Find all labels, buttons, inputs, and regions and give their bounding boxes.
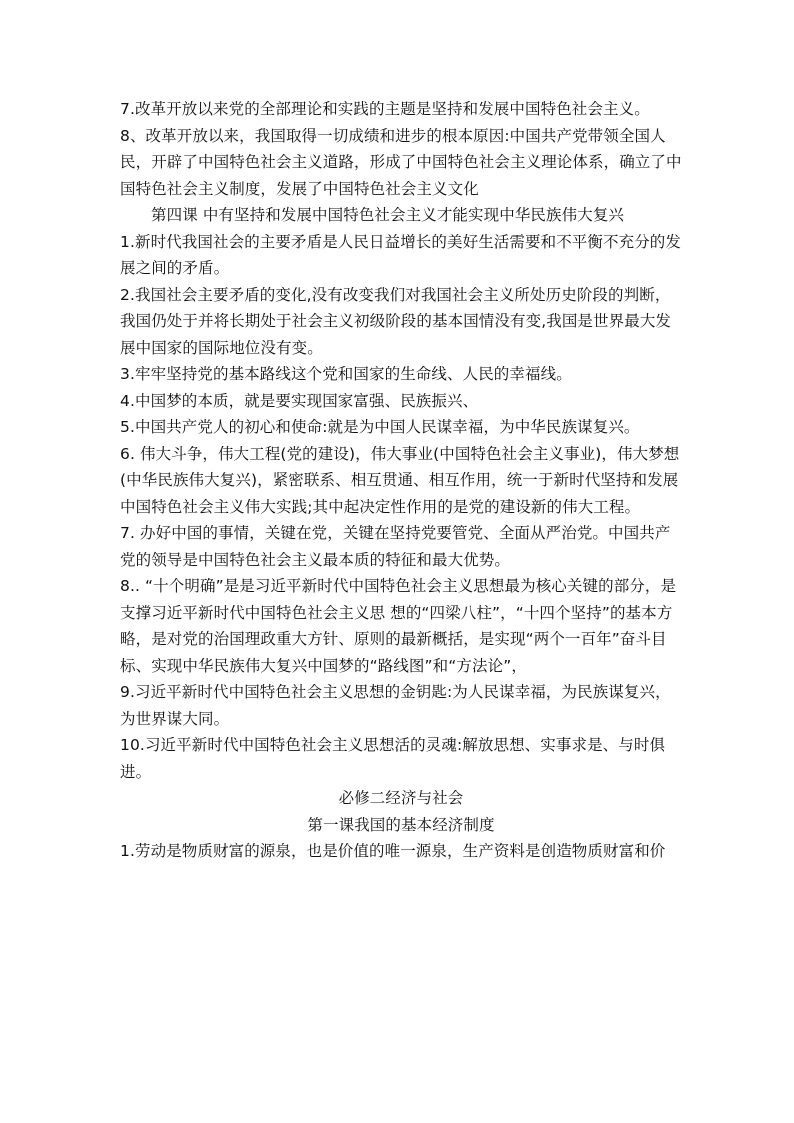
paragraph-4: 4.中国梦的本质，就是要实现国家富强、民族振兴、 [120, 391, 479, 410]
paragraph-2: 2.我国社会主要矛盾的变化,没有改变我们对我国社会主义所处历史阶段的判断，我国仍处于并将长期处于社会主义初级阶段的基本国情没有变,我国是世界最大发展中国家的国际地位没有变。 [120, 285, 672, 357]
paragraph-1b: 1.劳动是物质财富的源泉，也是价值的唯一源泉，生产资料是创造物质财富和价 [120, 842, 666, 860]
lesson-4-heading: 第四课 中有坚持和发展中国特色社会主义才能实现中华民族伟大复兴 [151, 206, 625, 224]
paragraph-5: 5.中国共产党人的初心和使命:就是为中国人民谋幸福，为中华民族谋复兴。 [120, 418, 640, 436]
document-body [120, 96, 682, 865]
paragraph-6: 6. 伟大斗争，伟大工程(党的建设)，伟大事业(中国特色社会主义事业)，伟大梦想(中华民族伟大复兴)，紧密联系、相互贯通、相互作用，统一于新时代坚持和发展中国特色社会主义伟大实践;其中起决定性作用的是党的建设新的伟大工程。 [120, 444, 680, 516]
paragraph-1: 1.新时代我国社会的主要矛盾是人民日益增长的美好生活需要和不平衡不充分的发展之间的矛盾。 [120, 232, 681, 277]
lesson-1-heading: 第一课我国的基本经济制度 [307, 815, 495, 834]
paragraph-3: 3.牢牢坚持党的基本路线这个党和国家的生命线、人民的幸福线。 [120, 365, 572, 383]
paragraph-7b: 7. 办好中国的事情，关键在党，关键在坚持党要管党、全面从严治党。中国共产党的领导是中国特色社会主义最本质的特征和最大优势。 [120, 524, 671, 569]
paragraph-8b: 8.. “十个明确”是是习近平新时代中国特色社会主义思想最为核心关键的部分，是支撑习近平新时代中国特色社会主义思 想的“四梁八柱”，“十四个坚持”的基本方略，是对党的治国理政重大方针、原则的最新概括，是实现“两个一百年”奋斗目标、实现中华民族伟大复兴中国梦的“路线图”和“方法论”， [120, 577, 677, 675]
paragraph-7: 7.改革开放以来党的全部理论和实践的主题是坚持和发展中国特色社会主义。 [120, 100, 650, 118]
paragraph-10: 10.习近平新时代中国特色社会主义思想活的灵魂:解放思想、实事求是、与时俱进。 [120, 736, 666, 781]
paragraph-9: 9.习近平新时代中国特色社会主义思想的金钥匙:为人民谋幸福，为民族谋复兴，为世界谋大同。 [120, 683, 671, 728]
book-2-heading: 必修二经济与社会 [338, 789, 464, 807]
paragraph-8: 8、改革开放以来，我国取得一切成绩和进步的根本原因:中国共产党带领全国人民，开辟了中国特色社会主义道路，形成了中国特色社会主义理论体系，确立了中国特色社会主义制度，发展了中国特色社会主义文化 [120, 126, 682, 198]
